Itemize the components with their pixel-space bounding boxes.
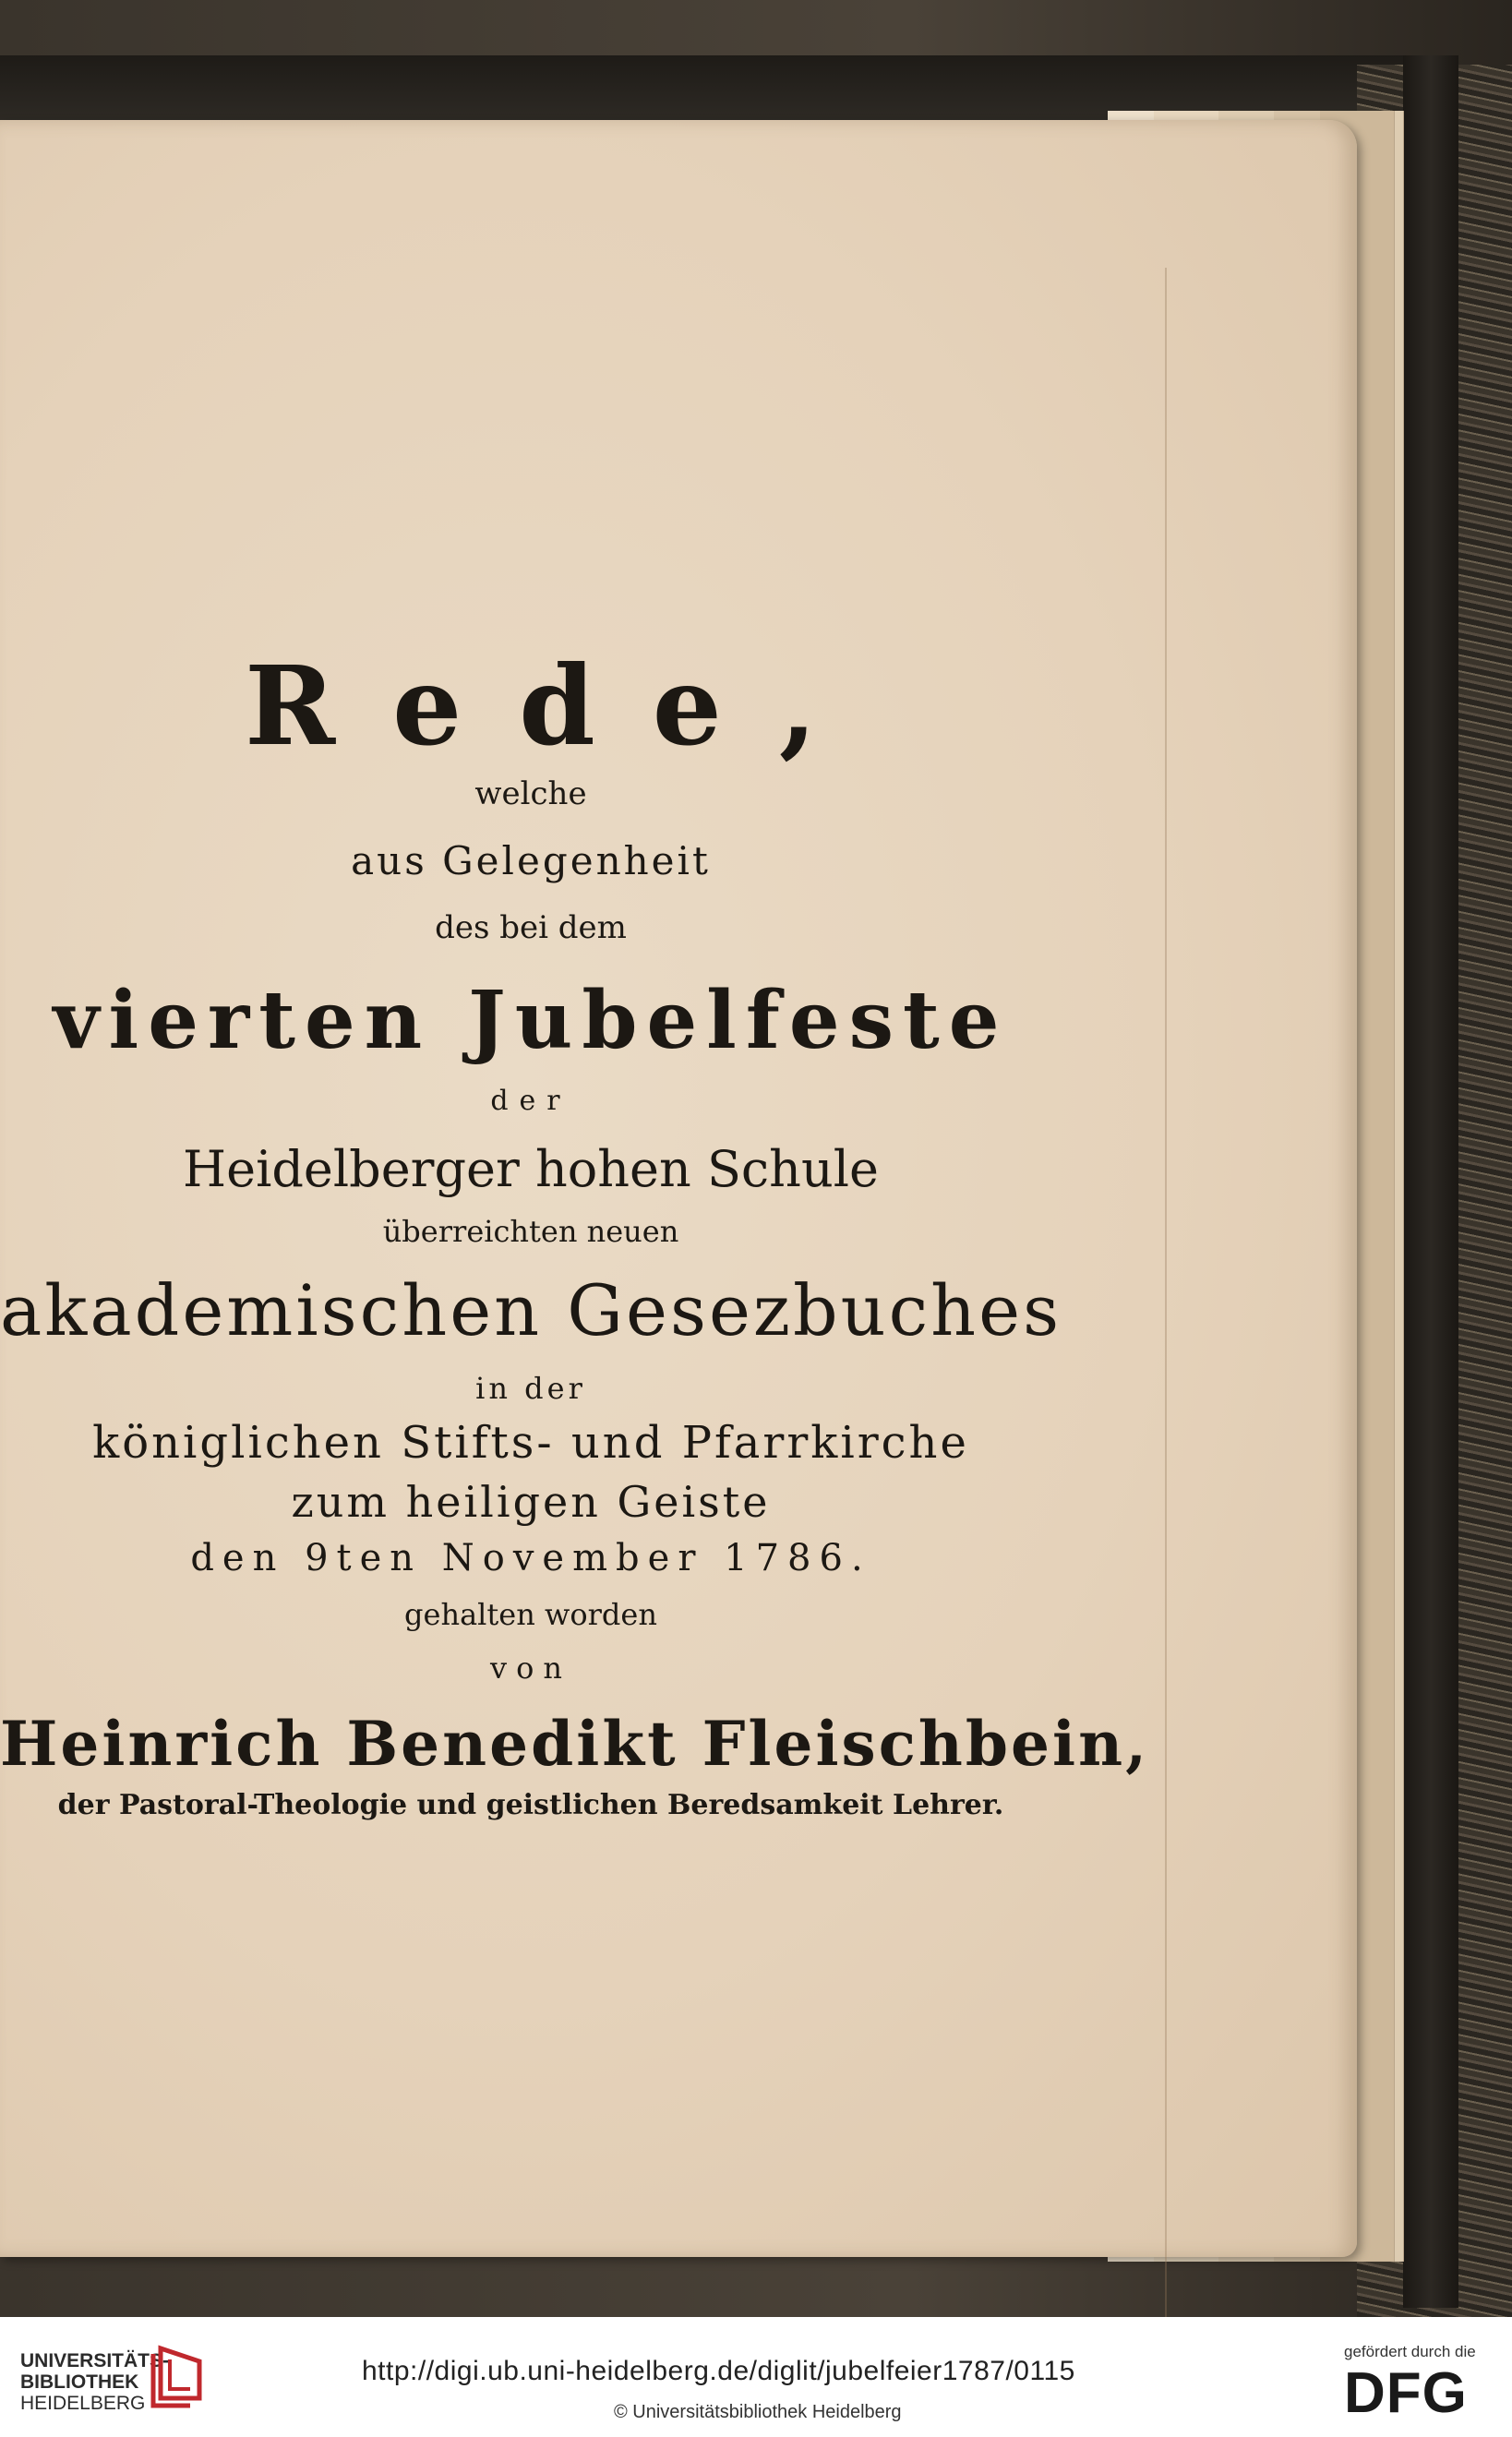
- title-line-ueberreichten: überreichten neuen: [382, 1214, 679, 1249]
- dfg-logo[interactable]: DFG: [1344, 2361, 1468, 2425]
- funder-caption: gefördert durch die: [1344, 2343, 1476, 2360]
- library-logo-line1: UNIVERSITÄTS-: [20, 2350, 170, 2371]
- title-line-aus: aus Gelegenheit: [351, 838, 711, 883]
- page-fold-line: [1165, 268, 1167, 2317]
- permalink-url[interactable]: http://digi.ub.uni-heidelberg.de/diglit/jubelfeier1787/0115: [362, 2356, 1075, 2386]
- title-line-akademischen: akademischen Gesezbuches: [0, 1269, 1062, 1351]
- title-rede: Rede,: [245, 642, 874, 770]
- title-line-koeniglichen: königlichen Stifts- und Pfarrkirche: [92, 1417, 969, 1469]
- library-logo-text[interactable]: [20, 2350, 169, 2414]
- title-line-zum: zum heiligen Geiste: [291, 1477, 771, 1527]
- title-line-heidelberger: Heidelberger hohen Schule: [183, 1140, 879, 1198]
- library-logo-line2: BIBLIOTHEK: [20, 2371, 139, 2393]
- title-line-von: von: [490, 1651, 571, 1686]
- copyright-notice: © Universitätsbibliothek Heidelberg: [614, 2402, 902, 2422]
- title-page: [0, 120, 1357, 2257]
- title-author-name: Heinrich Benedikt Fleischbein,: [0, 1708, 1150, 1780]
- title-line-der: der: [490, 1085, 571, 1117]
- footer-bar: [0, 2317, 1512, 2437]
- title-line-gehalten: gehalten worden: [404, 1597, 657, 1632]
- book-spine-edge: [1403, 55, 1458, 2308]
- title-line-in-der: in der: [475, 1371, 586, 1406]
- library-logo-line3: HEIDELBERG: [20, 2393, 146, 2414]
- title-author-role: der Pastoral-Theologie und geistlichen Beredsamkeit Lehrer.: [57, 1789, 1004, 1821]
- title-line-date: den 9ten November 1786.: [190, 1537, 871, 1579]
- title-line-welche: welche: [474, 775, 587, 812]
- library-emblem-icon[interactable]: [150, 2345, 207, 2409]
- title-line-vierten: vierten Jubelfeste: [53, 974, 1009, 1067]
- title-line-des: des bei dem: [435, 909, 627, 946]
